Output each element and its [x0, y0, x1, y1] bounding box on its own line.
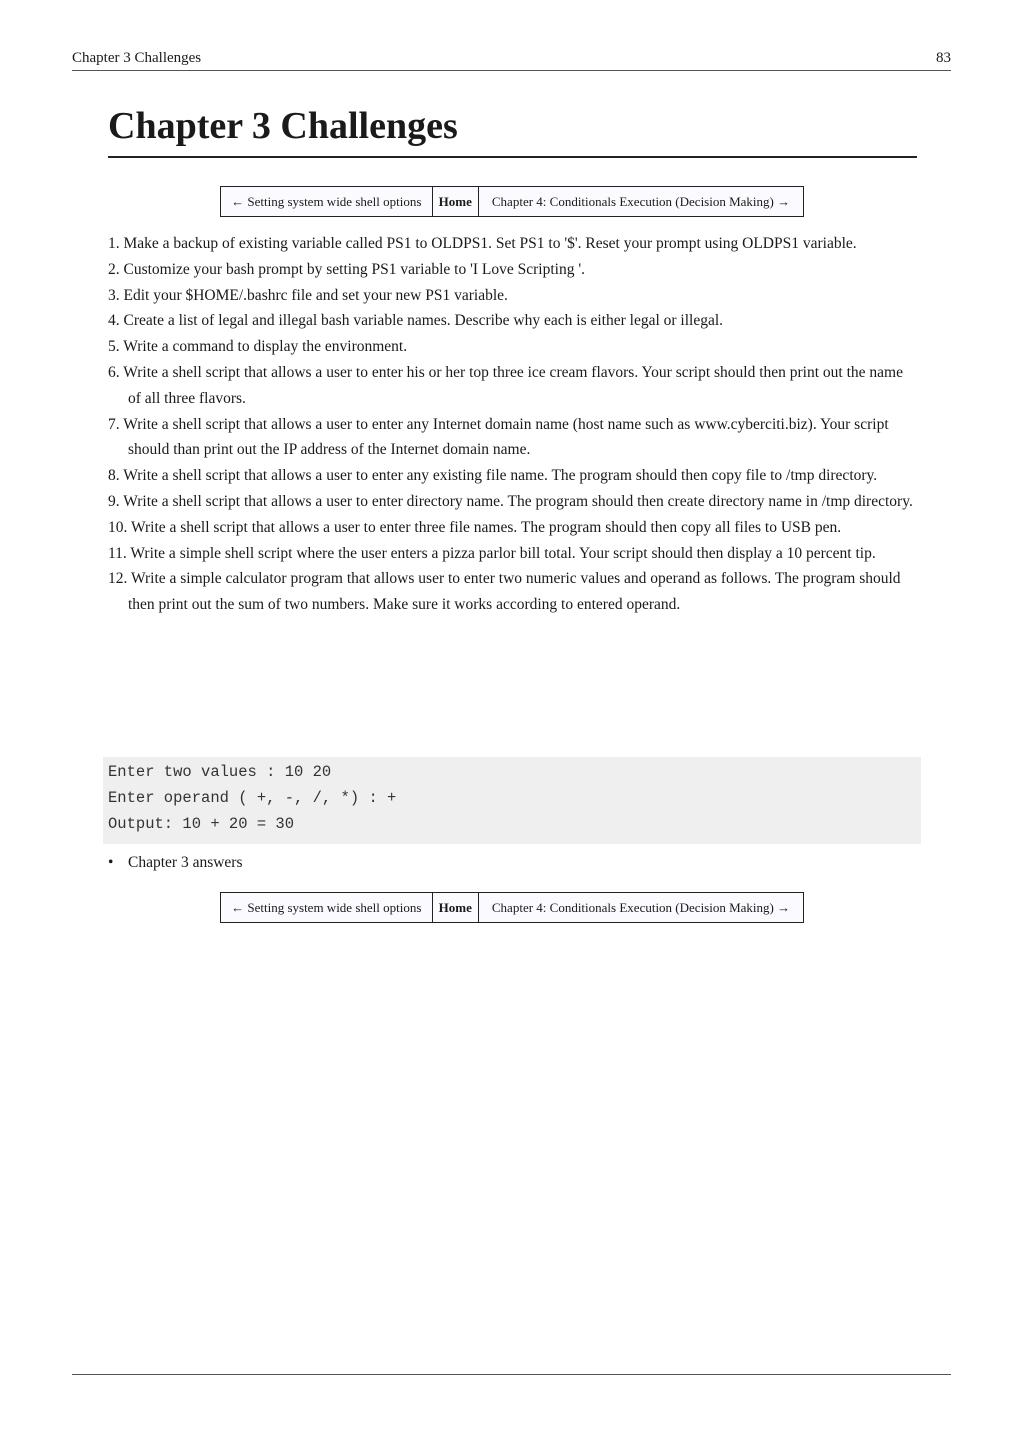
- nav-home-link[interactable]: Home: [432, 893, 478, 923]
- chapter-nav-top: [220, 186, 804, 217]
- list-item: 11. Write a simple shell script where the user enters a pizza parlor bill total. Your script should then display a 10 percent tip.: [108, 544, 876, 562]
- nav-prev-link[interactable]: ← Setting system wide shell options: [221, 187, 433, 217]
- code-line: Enter two values : 10 20: [108, 763, 332, 781]
- list-item: 10. Write a shell script that allows a user to enter three file names. The program should then copy all files to USB pen.: [108, 518, 842, 536]
- page-title: Chapter 3 Challenges: [108, 101, 917, 158]
- running-title: Chapter 3 Challenges: [72, 50, 202, 66]
- list-item: 5. Write a command to display the environment.: [108, 338, 408, 356]
- list-item: 12. Write a simple calculator program that allows user to enter two numeric values and operand as follows. The program should then print out the sum of two numbers. Make sure it works according to entered operand.: [108, 570, 901, 614]
- list-item: 7. Write a shell script that allows a user to enter any Internet domain name (host name such as www.cyberciti.biz). Your script should than print out the IP address of the Internet domain name.: [108, 415, 889, 459]
- chapter-nav-bottom: [220, 892, 804, 923]
- list-item: 8. Write a shell script that allows a user to enter any existing file name. The program should then copy file to /tmp directory.: [108, 467, 878, 485]
- list-item: 9. Write a shell script that allows a user to enter directory name. The program should then create directory name in /tmp directory.: [108, 492, 913, 510]
- challenge-list: [108, 231, 918, 618]
- list-item: 3. Edit your $HOME/.bashrc file and set your new PS1 variable.: [108, 286, 508, 304]
- chapter-answers-link[interactable]: • Chapter 3 answers: [108, 850, 243, 875]
- answers-list: [108, 850, 243, 875]
- nav-next-link[interactable]: Chapter 4: Conditionals Execution (Decision Making) →: [479, 187, 804, 217]
- list-item: 6. Write a shell script that allows a user to enter his or her top three ice cream flavors. Your script should then print out the name of all three flavors.: [108, 363, 903, 407]
- list-item: 4. Create a list of legal and illegal bash variable names. Describe why each is either legal or illegal.: [108, 312, 724, 330]
- footer-rule: [72, 1374, 951, 1375]
- nav-next-link[interactable]: Chapter 4: Conditionals Execution (Decision Making) →: [479, 893, 804, 923]
- code-line: Output: 10 + 20 = 30: [108, 814, 295, 833]
- list-item: 1. Make a backup of existing variable called PS1 to OLDPS1. Set PS1 to '$'. Reset your prompt using OLDPS1 variable.: [108, 235, 857, 252]
- nav-home-link[interactable]: Home: [432, 187, 478, 217]
- code-block: [103, 757, 921, 844]
- nav-prev-link[interactable]: ← Setting system wide shell options: [221, 893, 433, 923]
- running-header: [72, 50, 951, 71]
- code-line: Enter operand ( +, -, /, *) : +: [108, 788, 397, 807]
- list-item: 2. Customize your bash prompt by setting PS1 variable to 'I Love Scripting '.: [108, 260, 585, 278]
- page-number: 83: [936, 50, 951, 66]
